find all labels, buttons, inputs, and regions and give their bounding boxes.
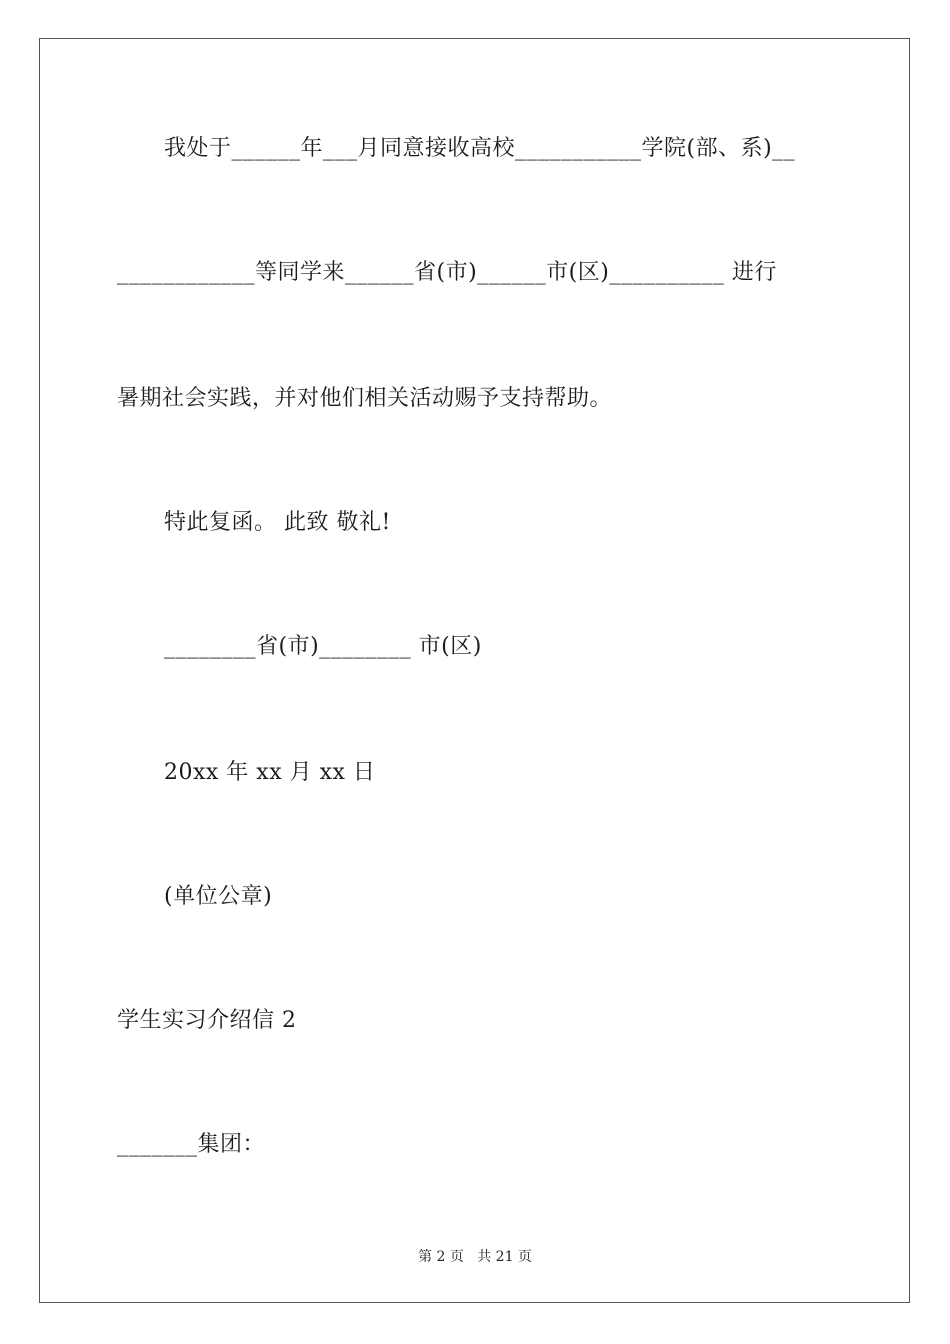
page-number-footer: 第 2 页 共 21 页 bbox=[418, 1249, 532, 1265]
page-border bbox=[39, 38, 910, 1303]
section-title: 学生实习介绍信 2 bbox=[117, 1008, 297, 1033]
body-line-students-location: ____________等同学来______省(市)______市(区)__________ 进行 bbox=[117, 260, 777, 285]
body-line-summer-practice: 暑期社会实践，并对他们相关活动赐予支持帮助。 bbox=[117, 386, 613, 411]
body-line-consent: 我处于______年___月同意接收高校___________学院(部、系)__ bbox=[164, 136, 796, 161]
addressee-line: _______集团： bbox=[117, 1132, 266, 1157]
signature-location: ________省(市)________ 市(区) bbox=[164, 634, 482, 659]
closing-salutation: 特此复函。 此致 敬礼! bbox=[164, 510, 391, 535]
official-seal-note: (单位公章) bbox=[164, 884, 273, 909]
signature-date: 20xx 年 xx 月 xx 日 bbox=[164, 760, 376, 785]
